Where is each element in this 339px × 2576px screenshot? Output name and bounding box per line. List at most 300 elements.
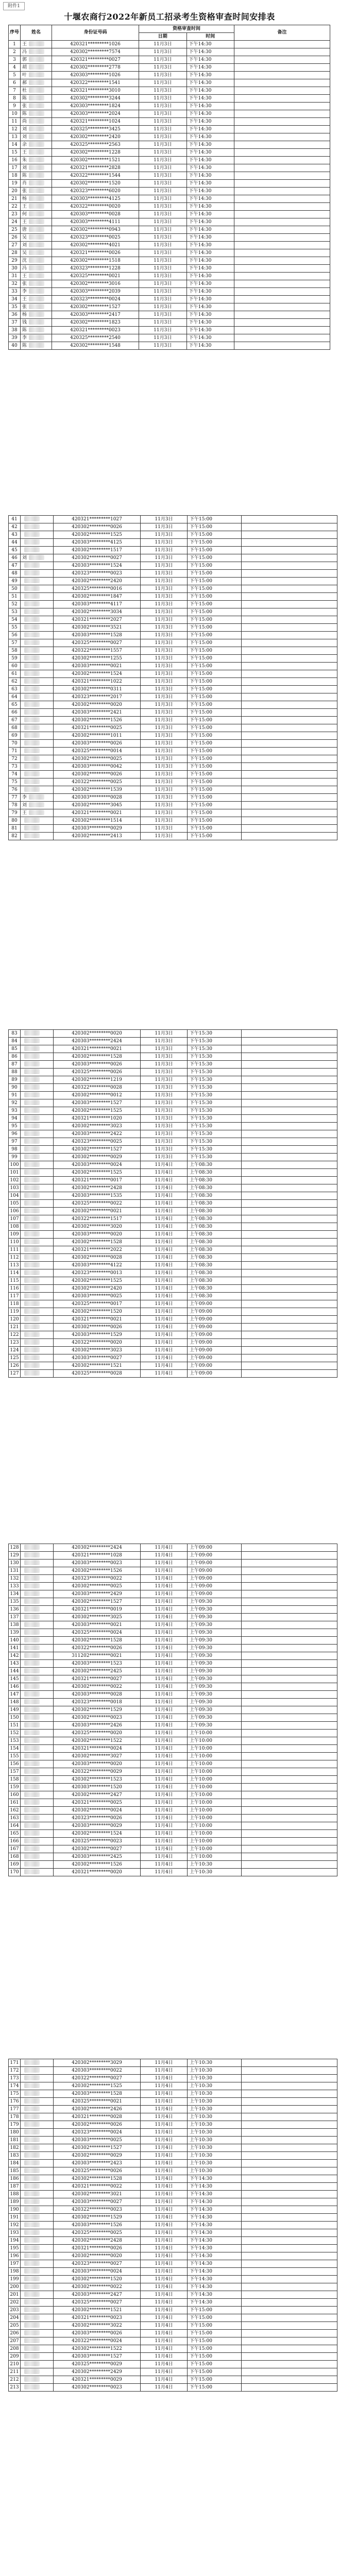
row-note [242,724,337,732]
row-date: 11月3日 [139,257,187,265]
row-id: 420321*********2022 [54,1246,141,1254]
redacted-name-mask [24,1247,40,1252]
attachment-label: 附件1 [3,2,25,10]
row-no: 86 [9,1053,21,1061]
row-id: 420302*********3034 [54,608,141,616]
table-row [9,2245,337,2252]
row-note [242,1308,337,1316]
row-note [242,2353,337,2361]
redacted-name-mask [29,343,44,348]
row-time: 下午14:30 [188,2276,242,2283]
row-date: 11月3日 [139,265,187,273]
redacted-name-mask [24,1355,40,1360]
row-name-cell [21,554,54,562]
table-row [9,2229,337,2237]
redacted-name-mask [24,1869,40,1874]
table-row [9,562,337,570]
redacted-name-mask [24,1262,40,1267]
table-row [9,2368,337,2376]
row-name-cell [21,740,54,748]
redacted-name-mask [24,1131,40,1136]
row-date: 11月4日 [141,2098,188,2106]
row-time: 下午15:00 [188,686,242,693]
redacted-name-mask [24,2114,40,2119]
row-note [234,234,330,242]
row-id: 420302*********0020 [54,701,141,709]
redacted-name-mask [29,242,44,247]
row-note [234,41,330,48]
row-time: 上午10:00 [188,1830,242,1838]
redacted-name-mask [29,180,44,185]
row-date: 11月3日 [141,523,188,531]
row-no: 55 [9,624,21,632]
row-no: 144 [9,1668,21,1675]
table-row [9,2268,337,2276]
redacted-name-mask [24,655,40,660]
redacted-name-mask [29,149,44,155]
row-name: 张 [22,188,27,194]
row-time: 下午14:30 [187,265,234,273]
row-id: 420302*********0023 [54,2384,141,2392]
row-no: 142 [9,1652,21,1660]
row-name-cell [21,562,54,570]
redacted-name-mask [24,1823,40,1828]
row-no: 59 [9,655,21,663]
row-note [242,732,337,740]
row-note [242,670,337,678]
row-no: 57 [9,639,21,647]
row-no: 32 [9,280,21,288]
row-id: 420302*********1528 [54,1239,141,1246]
row-time: 上午10:30 [188,2090,242,2098]
redacted-name-mask [24,771,40,776]
row-no: 43 [9,531,21,539]
row-note [242,1177,337,1184]
row-no: 94 [9,1115,21,1123]
row-id: 420303*********2429 [54,1590,141,1598]
row-name-cell [21,1208,54,1215]
row-no: 140 [9,1637,21,1645]
row-note [242,1246,337,1254]
row-date: 11月4日 [141,1161,188,1169]
row-no: 107 [9,1215,21,1223]
row-date: 11月4日 [141,2075,188,2082]
row-date: 11月4日 [141,2291,188,2299]
table-row [9,516,337,523]
table-row [9,547,337,554]
row-id: 420303*********0021 [54,663,141,670]
table-row [9,608,337,616]
row-time: 下午15:00 [188,778,242,786]
redacted-name-mask [29,296,44,301]
row-id: 420302*********1524 [54,1830,141,1838]
table-row [9,1737,337,1745]
row-name-cell [21,647,54,655]
row-name-cell [21,2206,54,2214]
row-time: 下午15:00 [188,724,242,732]
row-time: 下午15:30 [188,1053,242,1061]
row-no: 73 [9,763,21,771]
row-note [242,740,337,748]
row-name-cell [21,1269,54,1277]
row-time: 上午10:00 [188,1745,242,1753]
table-row [9,778,337,786]
redacted-name-mask [24,2346,40,2351]
row-date: 11月3日 [141,531,188,539]
row-date: 11月4日 [141,1807,188,1815]
row-time: 下午14:30 [188,2252,242,2260]
row-id: 420323*********0018 [54,1699,141,1706]
row-name-cell [21,2307,54,2314]
row-name: 陈 [22,95,27,101]
row-date: 11月3日 [139,311,187,319]
row-id: 420323*********0027 [54,2260,141,2268]
row-no: 92 [9,1099,21,1107]
row-id: 420303*********2039 [52,288,139,296]
row-name-cell [21,624,54,632]
row-id: 420302*********0021 [54,1208,141,1215]
row-date: 11月3日 [141,724,188,732]
row-id: 420302*********3022 [54,2322,141,2330]
row-id: 420303*********0028 [54,794,141,802]
row-date: 11月4日 [141,1722,188,1730]
row-id: 420322*********0027 [54,2075,141,2082]
row-time: 上午08:30 [188,1246,242,1254]
row-id: 420303*********0028 [54,1691,141,1699]
row-no: 58 [9,647,21,655]
row-time: 上午09:30 [188,1683,242,1691]
table-row [9,825,337,833]
table-row [9,786,337,794]
row-note [242,2384,337,2392]
row-date: 11月3日 [141,670,188,678]
row-no: 6 [9,79,21,87]
row-id: 420303*********4125 [52,195,139,203]
row-id: 420325*********2540 [52,334,139,342]
table-row [9,2175,337,2183]
row-time: 下午15:00 [188,2314,242,2322]
table-row [9,1691,337,1699]
table-row [9,1239,337,1246]
row-no: 131 [9,1567,21,1575]
row-note [242,2276,337,2283]
row-note [242,1606,337,1614]
row-note [234,141,330,149]
redacted-name-mask [29,312,44,317]
row-time: 下午14:30 [187,118,234,126]
row-id: 420302*********4021 [52,242,139,249]
row-name-cell [21,2222,54,2229]
table-row [9,748,337,755]
row-name-cell [21,1115,54,1123]
row-date: 11月4日 [141,1590,188,1598]
row-note [242,2067,337,2075]
row-no: 36 [9,311,21,319]
row-time: 上午09:00 [188,1324,242,1331]
table-row [9,1061,337,1069]
table-header [9,25,330,41]
row-no: 177 [9,2106,21,2113]
row-time: 下午15:00 [188,531,242,539]
row-note [242,593,337,601]
redacted-name-mask [24,1645,40,1650]
table-row [9,164,330,172]
row-time: 下午14:30 [187,319,234,327]
row-note [242,2059,337,2067]
row-time: 下午15:00 [188,670,242,678]
row-date: 11月3日 [141,732,188,740]
row-no: 52 [9,601,21,608]
row-no: 19 [9,180,21,188]
row-id: 420303*********0021 [54,1621,141,1629]
row-time: 下午15:00 [188,2368,242,2376]
row-name-cell [21,1722,54,1730]
row-no: 35 [9,303,21,311]
page-block [8,2059,330,2392]
row-id: 420303*********1529 [54,1331,141,1339]
row-no: 106 [9,1208,21,1215]
row-note [242,2167,337,2175]
row-name-cell [21,701,54,709]
row-no: 172 [9,2067,21,2075]
row-time: 下午15:00 [188,825,242,833]
redacted-name-mask [24,1278,40,1283]
table-row [9,1370,337,1378]
row-note [242,2129,337,2137]
row-note [242,1652,337,1660]
row-date: 11月4日 [141,1830,188,1838]
row-note [242,1706,337,1714]
row-no: 62 [9,678,21,686]
row-note [242,2175,337,2183]
row-name-cell [21,2075,54,2082]
row-name-cell [21,1799,54,1807]
row-date: 11月4日 [141,1629,188,1637]
row-date: 11月3日 [139,234,187,242]
row-no: 183 [9,2152,21,2160]
table-row [9,2098,337,2106]
redacted-name-mask [24,740,40,745]
row-no: 109 [9,1231,21,1239]
row-time: 下午14:30 [187,141,234,149]
row-note [242,1699,337,1706]
table-row [9,2345,337,2353]
row-id: 420302*********0029 [54,2152,141,2160]
row-id: 420302*********1521 [54,1362,141,1370]
table-row [9,273,330,280]
row-no: 168 [9,1853,21,1861]
row-id: 420302*********0025 [54,755,141,763]
row-id: 420325*********0021 [54,2098,141,2106]
row-name-cell [21,195,52,203]
row-note [242,1567,337,1575]
row-date: 11月3日 [141,809,188,817]
row-no: 152 [9,1730,21,1737]
row-note [242,693,337,701]
row-id: 420303*********1535 [54,1192,141,1200]
row-id: 420303*********2426 [54,1722,141,1730]
row-no: 210 [9,2361,21,2368]
row-note [242,2121,337,2129]
table-row [9,794,337,802]
redacted-name-mask [24,1154,40,1159]
row-time: 上午10:00 [188,1822,242,1830]
row-no: 123 [9,1339,21,1347]
row-time: 上午10:30 [188,2160,242,2167]
row-name: 刘 [22,126,27,132]
row-id: 420303*********1528 [54,2090,141,2098]
row-id: 420303*********1526 [54,2222,141,2229]
row-time: 上午10:00 [188,1807,242,1815]
row-name-cell [21,709,54,717]
row-time: 上午09:00 [188,1300,242,1308]
row-id: 420302*********3016 [52,280,139,288]
row-id: 420325*********0026 [54,1069,141,1076]
row-time: 上午09:00 [188,1544,242,1552]
row-name-cell [21,1544,54,1552]
table-row [9,1092,337,1099]
redacted-name-mask [24,2245,40,2250]
table-row [9,1753,337,1760]
header-schedule: 资格审查时间 [139,25,234,33]
table-row [9,1246,337,1254]
row-date: 11月4日 [141,2191,188,2198]
row-name: 刘 [22,242,27,248]
row-id: 420321*********0017 [54,1177,141,1184]
row-date: 11月4日 [141,2160,188,2167]
row-name-cell [21,1853,54,1861]
row-name-cell [21,686,54,693]
redacted-name-mask [24,2292,40,2297]
row-note [234,72,330,79]
row-id: 420321*********0026 [52,249,139,257]
row-date: 11月3日 [139,334,187,342]
row-date: 11月4日 [141,2167,188,2175]
table-row [9,531,337,539]
redacted-name-mask [24,1846,40,1851]
row-no: 47 [9,562,21,570]
row-time: 下午14:30 [188,2206,242,2214]
row-name-cell [21,1076,54,1084]
row-date: 11月3日 [141,686,188,693]
redacted-name-mask [24,1200,40,1206]
table-row [9,817,337,825]
row-no: 115 [9,1277,21,1285]
redacted-name-mask [29,95,44,100]
table-row [9,624,337,632]
row-time: 上午09:30 [188,1660,242,1668]
row-note [242,1192,337,1200]
row-no: 189 [9,2198,21,2206]
row-time: 上午09:30 [188,1598,242,1606]
row-time: 下午14:30 [188,2214,242,2222]
row-id: 420303*********2024 [52,110,139,118]
row-no: 117 [9,1293,21,1300]
row-no: 33 [9,288,21,296]
row-no: 71 [9,748,21,755]
table-row [9,2059,337,2067]
row-name-cell [21,670,54,678]
table-row [9,1107,337,1115]
row-no: 34 [9,296,21,303]
row-date: 11月3日 [141,585,188,593]
row-time: 上午08:30 [188,1285,242,1293]
row-name-cell [21,1621,54,1629]
row-date: 11月3日 [139,133,187,141]
row-date: 11月3日 [141,554,188,562]
row-date: 11月3日 [139,327,187,334]
row-name-cell [21,1575,54,1583]
row-date: 11月3日 [139,319,187,327]
row-id: 420302*********1527 [54,1146,141,1154]
row-name-cell [21,2121,54,2129]
row-date: 11月4日 [141,1861,188,1869]
row-no: 61 [9,670,21,678]
row-name-cell [21,95,52,103]
row-no: 187 [9,2183,21,2191]
redacted-name-mask [24,1177,40,1182]
row-note [242,2152,337,2160]
row-time: 下午14:30 [187,273,234,280]
row-id: 420302*********1528 [54,1637,141,1645]
table-row [9,755,337,763]
row-time: 下午15:00 [188,608,242,616]
row-date: 11月4日 [141,2152,188,2160]
row-date: 11月4日 [141,2129,188,2137]
row-note [234,334,330,342]
row-date: 11月3日 [141,570,188,578]
row-note [242,1869,337,1876]
row-note [242,2245,337,2252]
row-name-cell [21,1254,54,1262]
redacted-name-mask [24,1046,40,1051]
table-row [9,2322,337,2330]
row-id: 420302*********1522 [54,1737,141,1745]
row-no: 191 [9,2214,21,2222]
row-note [242,1791,337,1799]
row-date: 11月4日 [141,2353,188,2361]
header-no: 序号 [9,25,21,41]
row-id: 420302*********1521 [52,157,139,164]
redacted-name-mask [24,818,40,823]
row-id: 420321*********0023 [52,327,139,334]
redacted-name-mask [29,57,44,62]
row-no: 205 [9,2322,21,2330]
row-no: 22 [9,203,21,211]
redacted-name-mask [29,327,44,332]
row-date: 11月3日 [141,778,188,786]
row-id: 420302*********1526 [54,717,141,724]
table-row [9,2214,337,2222]
row-no: 211 [9,2368,21,2376]
redacted-name-mask [24,1715,40,1720]
redacted-name-mask [24,1301,40,1306]
row-no: 112 [9,1254,21,1262]
table-row [9,110,330,118]
row-date: 11月4日 [141,1652,188,1660]
row-id: 420321*********0021 [54,1316,141,1324]
row-id: 420325*********0016 [54,585,141,593]
row-note [242,1184,337,1192]
row-id: 420321*********0029 [54,2376,141,2384]
row-date: 11月3日 [139,110,187,118]
row-id: 420303*********0020 [54,1231,141,1239]
row-id: 420322*********0029 [54,1768,141,1776]
row-name: 肖 [22,180,27,186]
row-name-cell [21,1038,54,1045]
row-time: 上午10:30 [188,2152,242,2160]
table-row [9,2160,337,2167]
